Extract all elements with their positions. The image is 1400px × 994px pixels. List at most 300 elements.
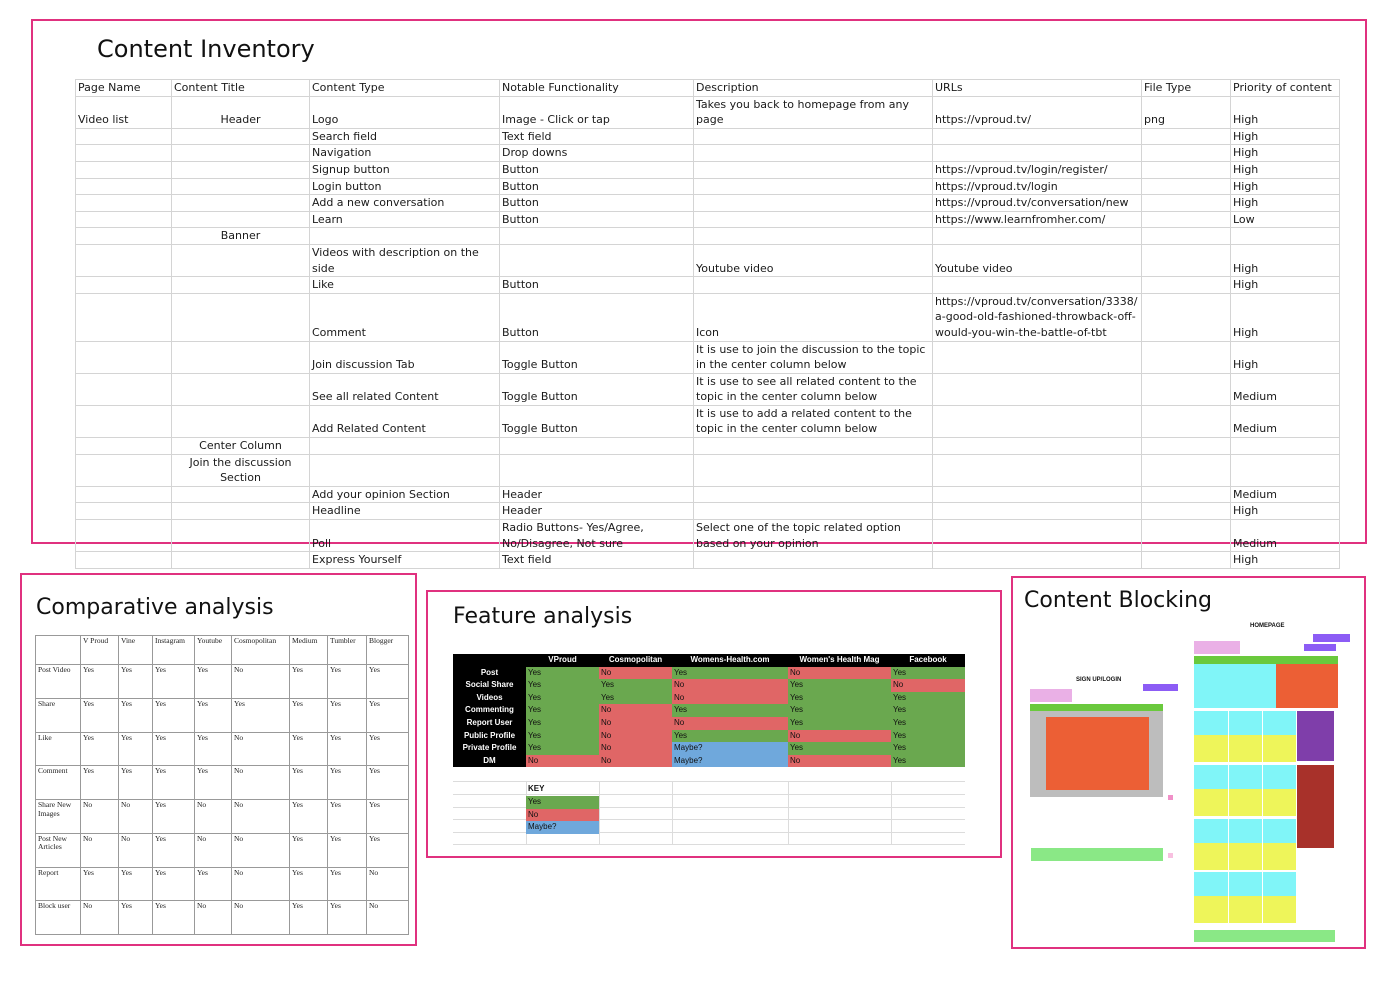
table-cell: No [232,665,290,699]
feature-value-cell: Yes [788,679,891,692]
table-row [36,665,409,699]
table-cell [76,520,172,552]
signup-login-label: SIGN UP/LOGIN [1076,677,1122,683]
table-cell [76,244,172,276]
content-inventory-panel [31,19,1367,567]
feature-analysis-panel [426,590,1002,858]
table-cell [172,486,310,503]
table-cell: Yes [328,665,367,699]
table-cell: Banner [172,228,310,245]
table-cell [933,228,1142,245]
table-cell [500,438,694,455]
table-cell: Center Column [172,438,310,455]
homepage-tiles-yellow-3 [1194,843,1296,870]
feature-analysis-title: Feature analysis [453,604,633,629]
table-cell: Learn [310,211,500,228]
table-cell [933,454,1142,486]
table-cell: Add a new conversation [310,195,500,212]
table-cell: Navigation [310,145,500,162]
feature-value-cell: Yes [672,730,788,743]
feature-value-cell: No [788,667,891,680]
content-blocking-panel [1011,576,1366,949]
table-cell [76,228,172,245]
table-cell: Yes [328,732,367,766]
column-header: Medium [290,636,328,665]
table-cell [172,373,310,405]
feature-value-cell: Yes [891,730,965,743]
column-header: Facebook [891,654,965,667]
table-cell [694,552,933,569]
feature-value-cell: Yes [526,730,599,743]
feature-value-cell: No [526,755,599,768]
homepage-tiles-yellow-4 [1194,896,1296,923]
table-cell: Like [36,732,81,766]
feature-value-cell: No [891,679,965,692]
table-cell [694,128,933,145]
table-row [76,341,1340,373]
table-cell [933,438,1142,455]
table-cell: Yes [328,867,367,901]
key-item: Yes [526,796,599,809]
table-cell [694,211,933,228]
table-cell: Yes [153,766,195,800]
table-cell: Share [36,698,81,732]
table-cell [933,405,1142,437]
signup-nav-block [1143,684,1178,691]
table-cell: It is use to join the discussion to the topic in the center column below [694,341,933,373]
column-header: File Type [1142,80,1231,97]
table-cell [500,228,694,245]
table-row [36,833,409,867]
table-cell: Yes [290,901,328,935]
feature-value-cell: No [672,679,788,692]
feature-value-cell: Yes [891,717,965,730]
row-label: Public Profile [453,730,526,743]
table-cell: Medium [1231,373,1340,405]
table-cell [694,454,933,486]
row-label: Private Profile [453,742,526,755]
table-cell [1142,128,1231,145]
sheet-gridline [891,781,892,844]
sheet-gridline [453,844,965,845]
table-cell [1142,195,1231,212]
table-cell: High [1231,293,1340,341]
table-cell [1142,503,1231,520]
feature-value-cell: No [599,755,672,768]
table-cell [694,503,933,520]
table-cell: Yes [195,698,232,732]
table-cell: Yes [119,698,153,732]
column-header: Page Name [76,80,172,97]
table-cell: No [232,766,290,800]
table-cell: Header [500,503,694,520]
table-cell: Toggle Button [500,405,694,437]
homepage-menu-block [1313,634,1350,642]
signup-footer-block [1031,848,1163,861]
feature-value-cell: Yes [599,679,672,692]
table-cell [76,503,172,520]
table-cell: Youtube video [694,244,933,276]
table-cell [76,486,172,503]
table-cell: Yes [119,867,153,901]
feature-value-cell: No [599,717,672,730]
table-cell: Post New Articles [36,833,81,867]
table-cell: Drop downs [500,145,694,162]
table-cell: Yes [119,665,153,699]
table-cell: Yes [232,698,290,732]
feature-value-cell: No [599,667,672,680]
feature-value-cell: Maybe? [672,755,788,768]
table-cell: Toggle Button [500,373,694,405]
row-label: Post [453,667,526,680]
table-cell [694,161,933,178]
table-cell: Yes [81,732,119,766]
table-cell [172,145,310,162]
table-cell: High [1231,145,1340,162]
table-cell [1142,161,1231,178]
table-cell: Low [1231,211,1340,228]
table-cell: Button [500,178,694,195]
homepage-tiles-cyan-3 [1194,819,1296,843]
table-cell: Join discussion Tab [310,341,500,373]
table-cell [933,552,1142,569]
table-cell [694,195,933,212]
table-cell: Header [172,96,310,128]
feature-value-cell: Maybe? [672,742,788,755]
table-cell: Yes [153,833,195,867]
table-cell [500,244,694,276]
homepage-tiles-cyan-1 [1194,711,1296,735]
feature-value-cell: Yes [526,692,599,705]
table-cell: Yes [367,665,409,699]
table-cell [76,405,172,437]
table-cell: Video list [76,96,172,128]
table-cell [933,486,1142,503]
column-header: Womens-Health.com [672,654,788,667]
feature-value-cell: Yes [788,692,891,705]
key-item: Maybe? [526,821,599,834]
feature-value-cell: Yes [599,692,672,705]
tile-divider [1228,711,1229,762]
table-cell: Yes [328,833,367,867]
table-cell: High [1231,195,1340,212]
table-cell: Like [310,277,500,294]
table-cell [933,503,1142,520]
table-cell: Yes [153,800,195,834]
tile-divider [1262,872,1263,923]
table-cell: Button [500,195,694,212]
table-cell [933,373,1142,405]
table-cell [172,161,310,178]
feature-value-cell: Yes [788,742,891,755]
table-cell [172,244,310,276]
table-cell [76,178,172,195]
table-row [76,520,1340,552]
table-cell: Yes [119,732,153,766]
table-cell [1142,178,1231,195]
table-cell [76,277,172,294]
homepage-menu-block [1304,644,1336,651]
table-row [76,503,1340,520]
homepage-tiles-yellow-2 [1194,789,1296,816]
table-cell [694,486,933,503]
table-cell: Yes [290,665,328,699]
table-cell: Yes [367,732,409,766]
homepage-tiles-cyan-4 [1194,872,1296,896]
homepage-label: HOMEPAGE [1250,623,1285,629]
table-cell: Videos with description on the side [310,244,500,276]
table-cell [76,373,172,405]
feature-value-cell: No [599,704,672,717]
homepage-hero-side-block [1276,664,1338,708]
table-cell: Add Related Content [310,405,500,437]
table-cell: https://vproud.tv/login [933,178,1142,195]
feature-value-cell: Yes [788,704,891,717]
table-cell: Medium [1231,486,1340,503]
feature-value-cell: Yes [672,704,788,717]
table-cell [933,341,1142,373]
column-header: Cosmopolitan [599,654,672,667]
table-row [76,211,1340,228]
table-cell: Yes [153,698,195,732]
signup-dot-block [1168,795,1173,800]
table-row [36,800,409,834]
tile-divider [1228,872,1229,923]
table-cell: Yes [290,698,328,732]
sheet-gridline [453,781,965,782]
table-cell [1142,228,1231,245]
table-cell: https://vproud.tv/conversation/3338/a-good-old-fashioned-throwback-off-would-you-win-the-battle-of-tbt [933,293,1142,341]
feature-value-cell: Yes [526,742,599,755]
table-cell: Yes [81,867,119,901]
content-inventory-table [75,79,1340,569]
column-header: Content Type [310,80,500,97]
table-cell: Yes [367,800,409,834]
table-cell [1142,145,1231,162]
comparative-analysis-title: Comparative analysis [36,595,274,620]
feature-value-cell: Yes [891,667,965,680]
table-cell [933,145,1142,162]
table-cell: High [1231,341,1340,373]
feature-value-cell: No [672,717,788,730]
table-row [76,244,1340,276]
table-cell: Headline [310,503,500,520]
content-blocking-title: Content Blocking [1024,588,1213,613]
comparative-analysis-table [35,635,409,935]
feature-value-cell: Yes [526,667,599,680]
feature-value-cell: No [672,692,788,705]
table-cell: Yes [153,665,195,699]
table-cell [1231,454,1340,486]
table-cell: Yes [328,800,367,834]
table-cell: Icon [694,293,933,341]
homepage-nav-bar-block [1194,656,1338,664]
column-header: Vine [119,636,153,665]
table-cell: Logo [310,96,500,128]
table-cell: Post Video [36,665,81,699]
table-cell [76,341,172,373]
feature-value-cell: No [599,742,672,755]
table-row [76,195,1340,212]
table-cell [76,552,172,569]
table-cell: Yes [195,867,232,901]
feature-value-cell: No [599,730,672,743]
table-cell [172,178,310,195]
table-cell [1142,454,1231,486]
table-cell [172,341,310,373]
table-cell: High [1231,503,1340,520]
table-cell: Yes [290,732,328,766]
sheet-gridline [599,781,600,844]
table-cell: Comment [36,766,81,800]
table-cell: Yes [367,698,409,732]
table-cell: png [1142,96,1231,128]
table-cell: Report [36,867,81,901]
column-header: Women's Health Mag [788,654,891,667]
table-cell [694,438,933,455]
table-cell: No [119,800,153,834]
sheet-gridline [788,781,789,844]
column-header: URLs [933,80,1142,97]
table-cell: Button [500,293,694,341]
table-cell [694,277,933,294]
table-cell: No [81,833,119,867]
row-label: Commenting [453,704,526,717]
homepage-hero-video-block [1194,664,1276,708]
table-cell: High [1231,128,1340,145]
table-cell [172,552,310,569]
tile-divider [1228,765,1229,816]
table-cell: No [232,800,290,834]
table-cell [76,195,172,212]
table-cell: High [1231,161,1340,178]
table-cell [1142,405,1231,437]
table-cell: Yes [195,732,232,766]
table-cell: https://vproud.tv/ [933,96,1142,128]
table-cell: No [367,901,409,935]
table-cell: No [81,901,119,935]
table-cell [1142,373,1231,405]
column-header: Tumbler [328,636,367,665]
table-cell: No [232,732,290,766]
tile-divider [1262,765,1263,816]
table-cell: High [1231,552,1340,569]
column-header: Priority of content [1231,80,1340,97]
table-cell: Text field [500,552,694,569]
table-cell: https://vproud.tv/conversation/new [933,195,1142,212]
feature-value-cell: Yes [788,717,891,730]
table-cell: Text field [500,128,694,145]
table-row [36,867,409,901]
table-row [76,228,1340,245]
column-header: VProud [526,654,599,667]
table-cell [694,178,933,195]
table-cell: See all related Content [310,373,500,405]
table-cell: Search field [310,128,500,145]
signup-form-block [1046,717,1149,790]
column-header: Notable Functionality [500,80,694,97]
table-cell [1142,244,1231,276]
tile-divider [1262,711,1263,762]
table-cell: No [232,867,290,901]
table-cell: No [367,867,409,901]
row-label: Videos [453,692,526,705]
table-cell: Button [500,277,694,294]
row-label: DM [453,755,526,768]
table-row [36,766,409,800]
table-cell: No [195,800,232,834]
table-row [76,161,1340,178]
feature-value-cell: Yes [526,704,599,717]
table-row [36,732,409,766]
table-cell [1142,438,1231,455]
table-cell: Yes [195,766,232,800]
table-cell: It is use to add a related content to the topic in the center column below [694,405,933,437]
table-row [76,178,1340,195]
homepage-footer-block [1194,930,1335,942]
table-row [76,277,1340,294]
table-cell [172,277,310,294]
table-cell [172,405,310,437]
column-header: Cosmopolitan [232,636,290,665]
homepage-ad-block [1297,765,1334,848]
table-cell: No [195,901,232,935]
table-cell [172,293,310,341]
table-cell: Yes [290,833,328,867]
table-cell [172,128,310,145]
table-cell: Yes [81,766,119,800]
homepage-tiles-cyan-2 [1194,765,1296,789]
table-cell: Toggle Button [500,341,694,373]
homepage-tiles-yellow-1 [1194,735,1296,762]
table-cell: Yes [81,665,119,699]
table-cell: Yes [153,732,195,766]
table-row [76,454,1340,486]
feature-value-cell: Yes [672,667,788,680]
table-cell [1231,438,1340,455]
column-header: Blogger [367,636,409,665]
table-row [76,552,1340,569]
table-cell: Poll [310,520,500,552]
table-row [76,128,1340,145]
table-cell: Button [500,211,694,228]
table-cell: Share New Images [36,800,81,834]
signup-dot-block [1168,853,1173,858]
column-header: Instagram [153,636,195,665]
table-cell: Youtube video [933,244,1142,276]
feature-value-cell: No [788,755,891,768]
table-cell [172,211,310,228]
table-cell: Yes [153,901,195,935]
table-cell: No [195,833,232,867]
table-cell: High [1231,96,1340,128]
table-cell: High [1231,244,1340,276]
table-cell [76,438,172,455]
feature-value-cell: Yes [891,692,965,705]
table-cell: Yes [290,766,328,800]
table-cell: No [81,800,119,834]
table-cell: Yes [195,665,232,699]
content-inventory-title: Content Inventory [97,35,315,63]
table-cell [76,145,172,162]
table-cell [76,161,172,178]
tile-divider [1228,819,1229,870]
tile-divider [1262,819,1263,870]
table-cell: Radio Buttons- Yes/Agree, No/Disagree, Not sure [500,520,694,552]
content-inventory-sheet [75,79,1339,567]
table-row [76,405,1340,437]
table-cell: Takes you back to homepage from any page [694,96,933,128]
